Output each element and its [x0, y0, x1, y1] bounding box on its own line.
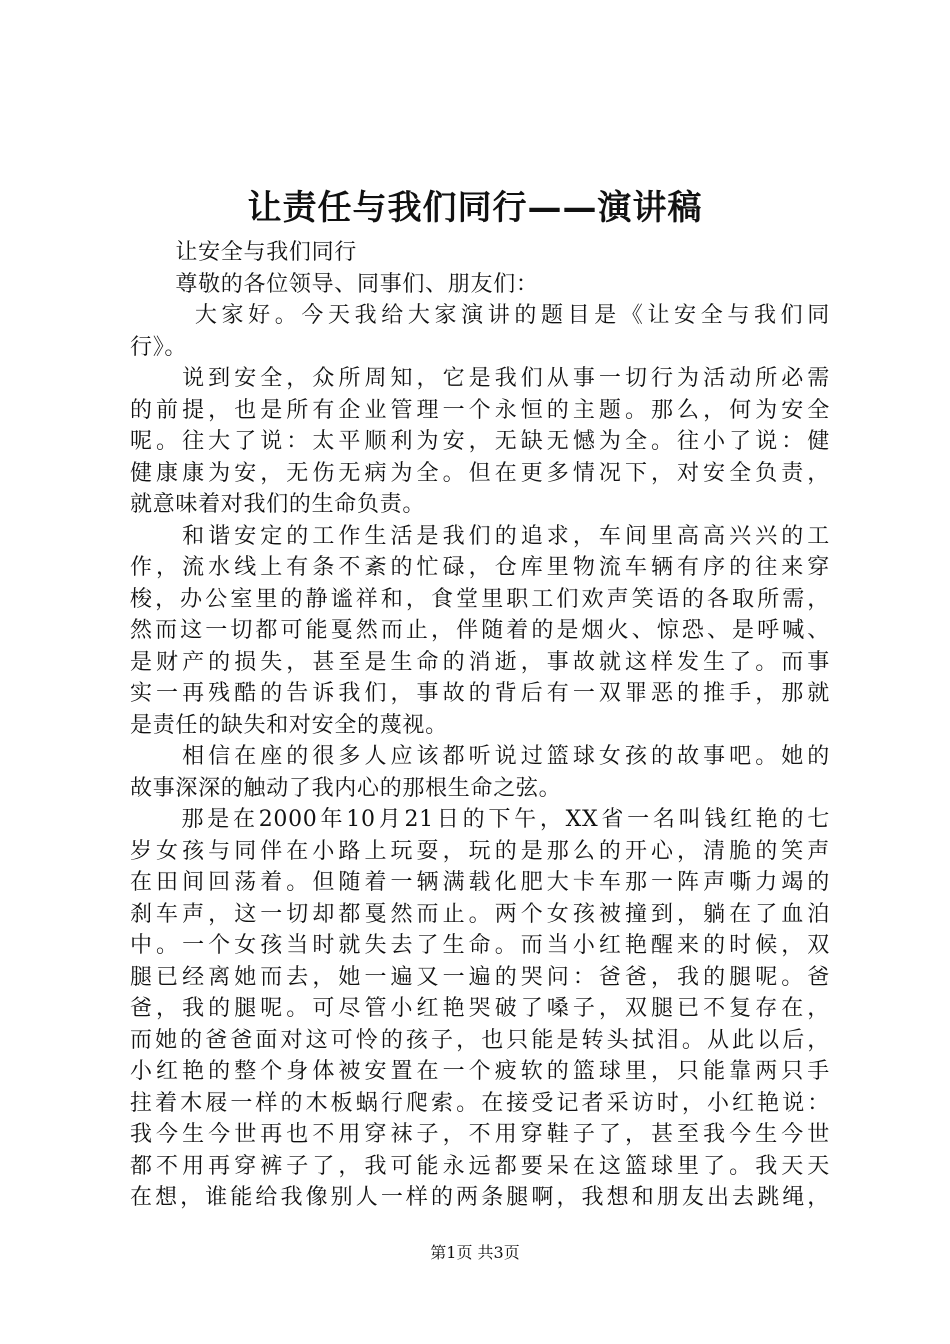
text-line: 相信在座的很多人应该都听说过篮球女孩的故事吧。她的	[130, 744, 830, 769]
text-line: 就意味着对我们的生命负责。	[130, 492, 426, 517]
page-footer: 第1页 共3页	[430, 1243, 520, 1262]
text-line: 拄着木屐一样的木板蜗行爬索。在接受记者采访时，小红艳说：	[130, 1090, 830, 1116]
text-line: 中。一个女孩当时就失去了生命。而当小红艳醒来的时候，双	[130, 933, 830, 958]
text-line: 作，流水线上有条不紊的忙碌，仓库里物流车辆有序的往来穿	[130, 555, 830, 580]
text-line: 岁女孩与同伴在小路上玩耍，玩的是那么的开心，清脆的笑声	[130, 838, 830, 864]
text-line: 呢。往大了说：太平顺利为安，无缺无憾为全。往小了说：健	[130, 429, 830, 454]
text-line: 健康康为安，无伤无病为全。但在更多情况下，对安全负责，	[130, 460, 830, 486]
document-body	[130, 237, 830, 1214]
document-title: 让责任与我们同行——演讲稿	[247, 188, 703, 228]
text-line: 的前提，也是所有企业管理一个永恒的主题。那么，何为安全	[130, 397, 830, 423]
text-line: 爸，我的腿呢。可尽管小红艳哭破了嗓子，双腿已不复存在，	[130, 996, 830, 1021]
text-line: 让安全与我们同行	[130, 240, 358, 265]
text-line: 是财产的损失，甚至是生命的消逝，事故就这样发生了。而事	[130, 649, 830, 675]
text-line: 腿已经离她而去，她一遍又一遍的哭问：爸爸，我的腿呢。爸	[130, 964, 830, 990]
text-line: 都不用再穿裤子了，我可能永远都要呆在这篮球里了。我天天	[130, 1153, 830, 1179]
text-line: 是责任的缺失和对安全的蔑视。	[130, 712, 448, 738]
text-line: 尊敬的各位领导、同事们、朋友们：	[130, 271, 539, 297]
text-line: 刹车声，这一切却都戛然而止。两个女孩被撞到，躺在了血泊	[130, 901, 830, 927]
text-line: 小红艳的整个身体被安置在一个疲软的篮球里，只能靠两只手	[130, 1059, 830, 1084]
text-line: 实一再残酷的告诉我们，事故的背后有一双罪恶的推手，那就	[130, 681, 830, 706]
text-line: 行》。	[130, 334, 188, 360]
text-line: 我今生今世再也不用穿袜子，不用穿鞋子了，甚至我今生今世	[130, 1122, 830, 1147]
text-line: 在田间回荡着。但随着一辆满载化肥大卡车那一阵声嘶力竭的	[130, 870, 830, 895]
text-line: 大家好。今天我给大家演讲的题目是《让安全与我们同	[130, 303, 830, 328]
text-line: 和谐安定的工作生活是我们的追求，车间里高高兴兴的工	[130, 523, 830, 549]
text-line: 而她的爸爸面对这可怜的孩子，也只能是转头拭泪。从此以后，	[130, 1027, 830, 1053]
text-line: 在想，谁能给我像别人一样的两条腿啊，我想和朋友出去跳绳，	[130, 1185, 830, 1210]
text-line: 那是在2000年10月21日的下午，XX省一名叫钱红艳的七	[130, 807, 830, 832]
text-line: 然而这一切都可能戛然而止，伴随着的是烟火、惊恐、是呼喊、	[130, 618, 830, 643]
text-line: 故事深深的触动了我内心的那根生命之弦。	[130, 775, 562, 801]
text-line: 梭，办公室里的静谧祥和，食堂里职工们欢声笑语的各取所需，	[130, 586, 830, 612]
text-line: 说到安全，众所周知，它是我们从事一切行为活动所必需	[130, 366, 830, 391]
